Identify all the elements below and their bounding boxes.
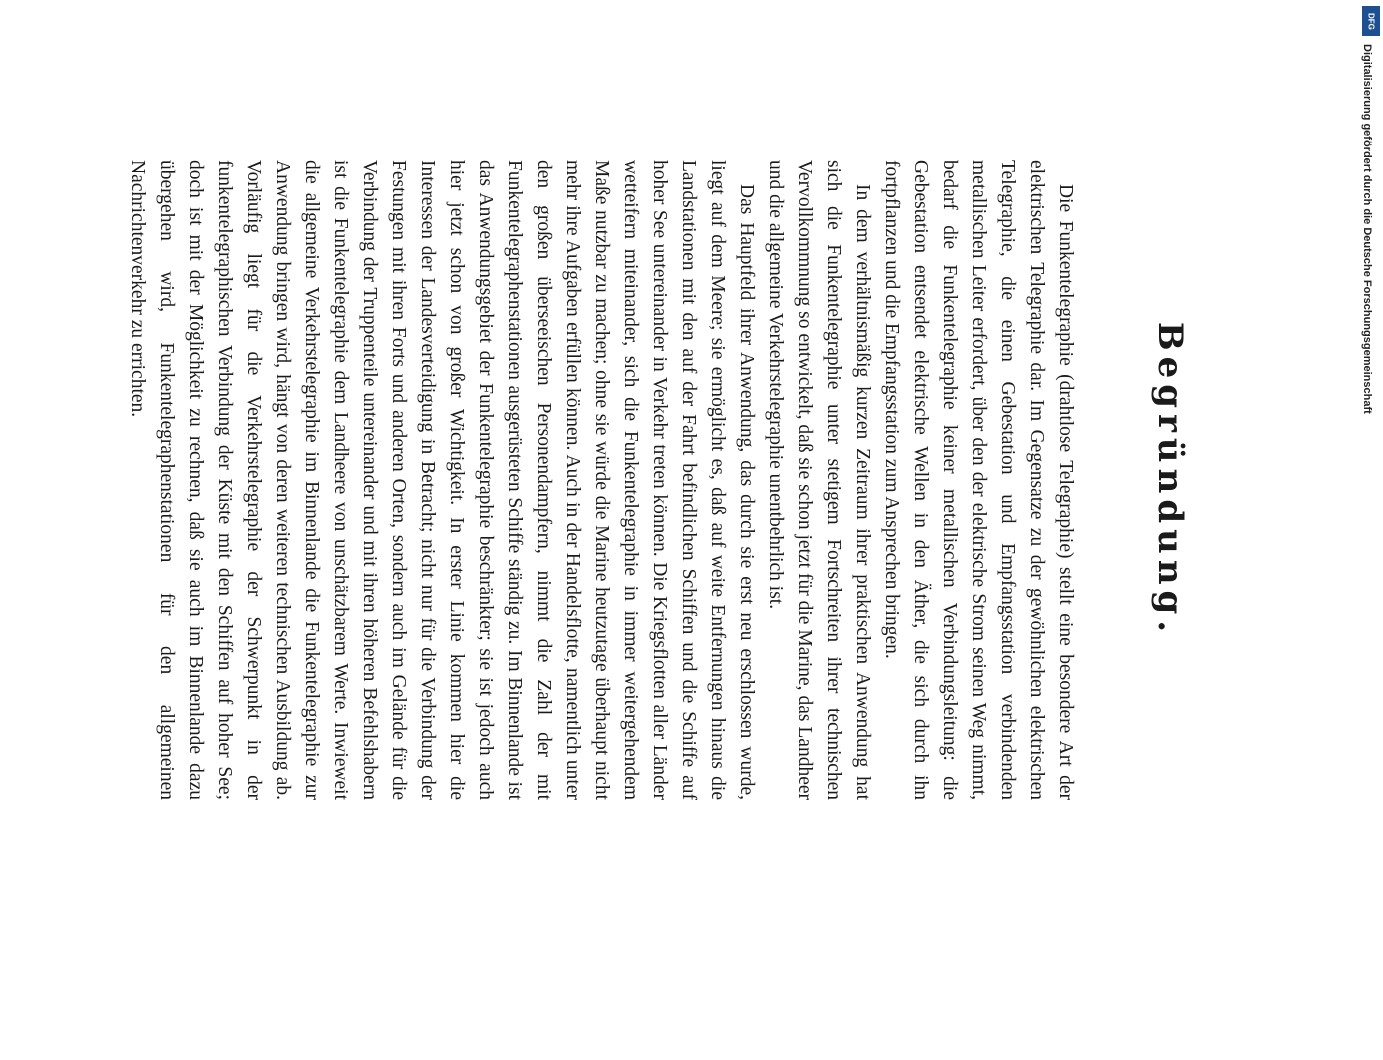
paragraph-3: Das Hauptfeld ihrer Anwendung, das durch sie erst neu erschlossen wurde, liegt auf dem Meere; sie ermöglicht es, daß auf weite Entfernungen hinaus die Landstationen mit den auf der Fahrt befindlichen Schiffen und die Schiffe auf hoher See untereinander in Verkehr treten können. Die Kriegsflotten aller Länder wetteifern miteinander, sich die Funkentelegraphie in immer weitergehendem Maße nutzbar zu machen; ohne sie würde die Marine heutzutage überhaupt nicht mehr ihre Aufgaben erfüllen können. Auch in der Handelsflotte, namentlich unter den großen überseeischen Personendampfern, nimmt die Zahl der mit Funkentelegraphenstationen ausgerüsteten Schiffe ständig zu. Im Binnenlande ist das Anwendungsgebiet der Funkentelegraphie beschränkter; sie ist jedoch auch hier jetzt schon von großer Wichtigkeit. In erster Linie kommen hier die Interessen der Landesverteidigung in Betracht; nicht nur für die Verbindung der Festungen mit ihren Forts und anderen Orten, sondern auch im Gelände für die Verbindung der Truppenteile untereinander und mit ihren höheren Befehlshabern ist die Funkentelegraphie dem Landheere von unschätzbarem Werte. Inwieweit die allgemeine Verkehrstelegraphie im Binnenlande die Funkentelegraphie zur Anwendung bringen wird, hängt von deren weiteren technischen Ausbildung ab. Vorläufig liegt für die Verkehrstelegraphie der Schwerpunkt in der funkentelegraphischen Verbindung der Küste mit den Schiffen auf hoher See; doch ist mit der Möglichkeit zu rechnen, daß sie auch im Binnenlande dazu übergehen wird, Funkentelegraphenstationen für den allgemeinen Nachrichtenverkehr zu errichten.	[127, 160, 757, 800]
digitization-note-text: Digitalisierung gefördert durch die Deutsche Forschungsgemeinschaft	[1361, 44, 1373, 414]
paragraph-2: In dem verhältnismäßig kurzen Zeitraum ihrer praktischen Anwendung hat sich die Funkentelegraphie unter stetigem Fortschreiten ihrer technischen Vervollkommnung so entwickelt, daß sie schon jetzt für die Marine, das Landheer und die allgemeine Verkehrstelegraphie unentbehrlich ist.	[765, 160, 873, 800]
digitization-note	[1357, 44, 1377, 444]
rotated-document-page	[0, 160, 1190, 1060]
document-title: Begründung.	[1150, 321, 1190, 639]
paragraph-1: Die Funkentelegraphie (drahtlose Telegraphie) stellt eine besondere Art der elektrischen Telegraphie dar. Im Gegensatze zu der gewöhnlichen elektrischen Telegraphie, die einen Gebestation und Empfangsstation verbindenden metallischen Leiter erfordert, über den der elektrische Strom seinen Weg nimmt, bedarf die Funkentelegraphie keiner metallischen Verbindungsleitung: die Gebestation entsendet elektrische Wellen in den Äther, die sich durch ihn fortpflanzen und die Empfangsstation zum Ansprechen bringen.	[881, 160, 1076, 800]
dfg-logo: DFG	[1362, 6, 1380, 36]
document-body	[127, 160, 1190, 800]
